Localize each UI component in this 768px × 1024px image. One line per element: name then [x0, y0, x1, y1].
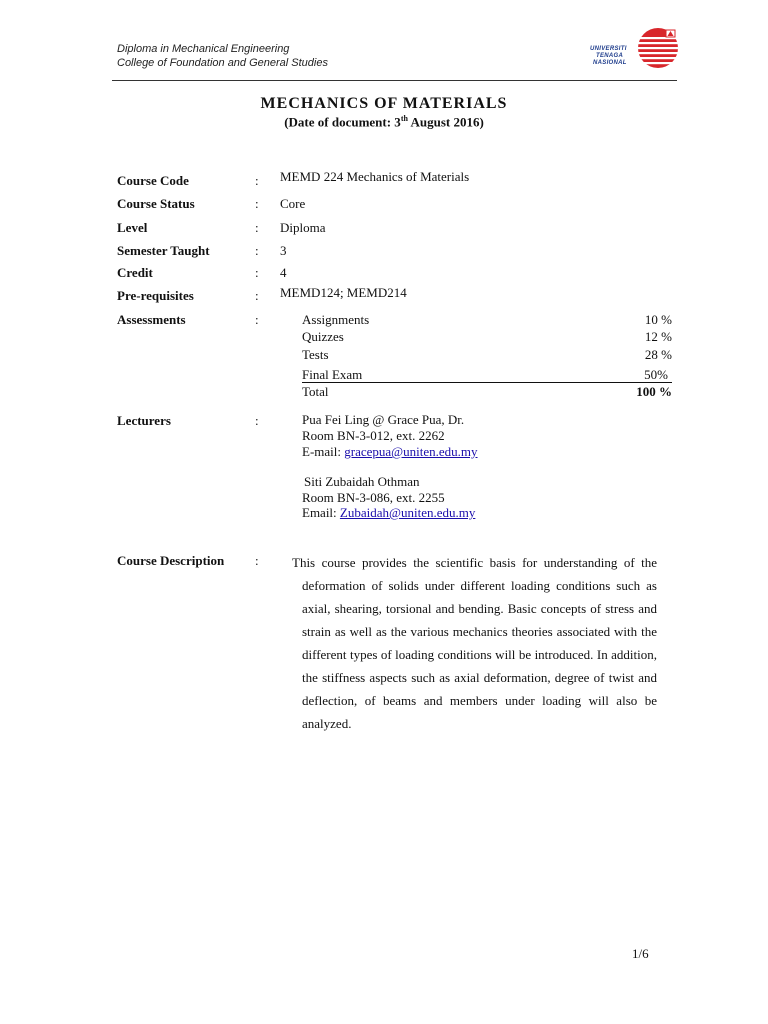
assessments-label: Assessments	[117, 312, 186, 327]
email-label: E-mail:	[302, 444, 345, 459]
date-prefix: (Date of document: 3	[284, 114, 401, 130]
lecturers-colon: :	[255, 413, 259, 428]
header-college: College of Foundation and General Studies	[117, 57, 328, 69]
course-description-colon: :	[255, 553, 259, 568]
prerequisites-colon: :	[255, 288, 259, 303]
course-status-value: Core	[280, 196, 306, 211]
assessment-item-name: Tests	[302, 347, 329, 362]
lecturer-name: Siti Zubaidah Othman	[304, 474, 420, 489]
lecturer-email-line	[302, 444, 478, 460]
assessment-item-percent: 28 %	[644, 347, 672, 362]
lecturer-room: Room BN-3-012, ext. 2262	[302, 428, 445, 443]
date-superscript: th	[400, 114, 408, 123]
assessment-item-name: Assignments	[302, 312, 370, 327]
course-status-colon: :	[255, 196, 259, 211]
semester-taught-label: Semester Taught	[117, 243, 210, 258]
lecturer-email-line	[302, 505, 475, 521]
course-code-value: MEMD 224 Mechanics of Materials	[280, 169, 470, 184]
prerequisites-label: Pre-requisites	[117, 288, 194, 303]
lecturer-room: Room BN-3-086, ext. 2255	[302, 490, 445, 505]
header-divider	[112, 80, 677, 81]
course-description-text: This course provides the scientific basis for understanding of the deformation of solids under different loading conditions such as axial, shearing, torsional and bending. Basic concepts of stress and strain as well as the various mechanics theories associated with the different types of loading conditions will be introduced. In addition, the stiffness aspects such as axial deformation, degree of twist and deflection, of beams and members under loading will also be analyzed.	[292, 555, 657, 731]
course-status-label: Course Status	[117, 196, 195, 211]
header-program: Diploma in Mechanical Engineering	[117, 43, 290, 55]
document-title: MECHANICS OF MATERIALS	[260, 95, 508, 112]
assessment-total-percent: 100 %	[636, 384, 672, 399]
assessment-item-name: Quizzes	[302, 329, 344, 344]
level-label: Level	[117, 220, 148, 235]
lecturer-name: Pua Fei Ling @ Grace Pua, Dr.	[302, 412, 465, 427]
course-code-label: Course Code	[117, 173, 189, 188]
assessment-item-name: Final Exam	[302, 367, 363, 382]
assessment-total-rule	[302, 382, 672, 383]
credit-value: 4	[280, 265, 287, 280]
credit-label: Credit	[117, 265, 153, 280]
lecturer-email-link[interactable]: Zubaidah@uniten.edu.my	[339, 505, 476, 520]
level-colon: :	[255, 220, 259, 235]
course-description-label: Course Description	[117, 553, 225, 568]
assessment-item-percent: 10 %	[644, 312, 672, 327]
university-logo	[588, 24, 680, 74]
level-value: Diploma	[280, 220, 326, 235]
email-label: Email:	[302, 505, 340, 520]
document-date	[0, 114, 768, 130]
assessment-item-percent: 12 %	[644, 329, 672, 344]
assessments-colon: :	[255, 312, 259, 327]
logo-text-line1: UNIVERSITI	[590, 46, 627, 52]
lecturers-label: Lecturers	[117, 413, 171, 428]
page-number: 1/6	[632, 946, 649, 961]
course-code-colon: :	[255, 173, 259, 188]
prerequisites-value: MEMD124; MEMD214	[280, 285, 407, 300]
assessment-total-name: Total	[302, 384, 329, 399]
semester-taught-colon: :	[255, 243, 259, 258]
assessment-item-percent: 50%	[644, 367, 668, 382]
lecturer-email-link[interactable]: gracepua@uniten.edu.my	[344, 444, 478, 459]
logo-text-line2: TENAGA	[596, 53, 624, 59]
credit-colon: :	[255, 265, 259, 280]
date-suffix: August 2016)	[407, 114, 484, 130]
logo-text-line3: NASIONAL	[593, 60, 627, 66]
semester-taught-value: 3	[280, 243, 287, 258]
